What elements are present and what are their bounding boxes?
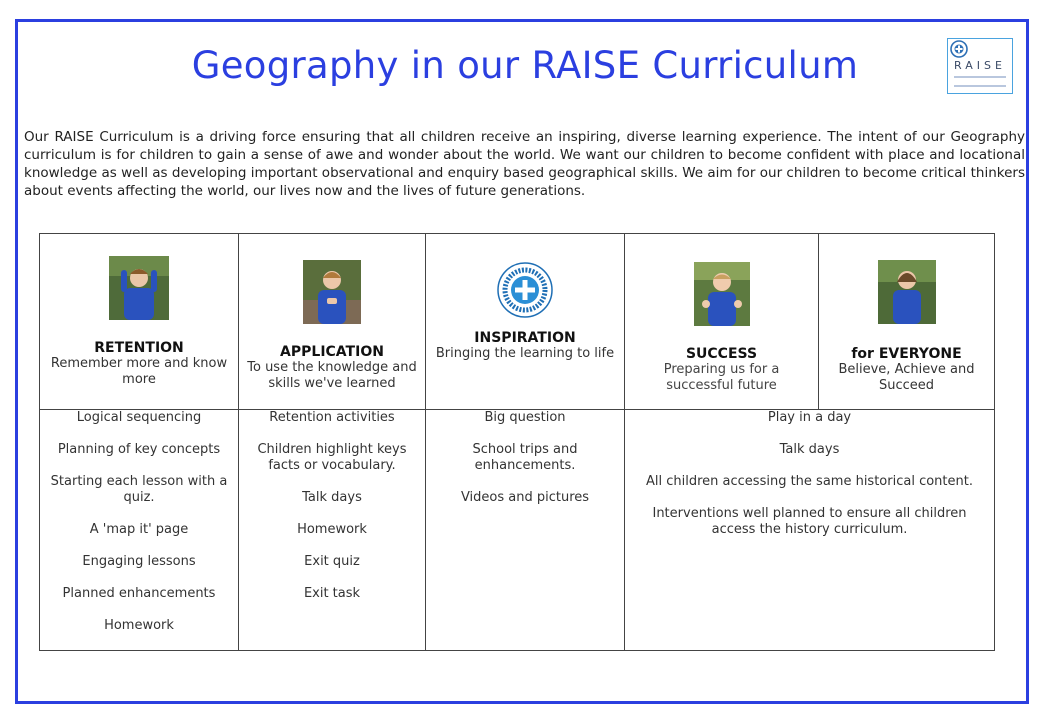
list-item: Homework [297,522,367,537]
retention-list [40,410,239,651]
logo-divider [954,76,1006,78]
list-item: A 'map it' page [89,522,189,537]
list-item: Retention activities [269,410,395,425]
column-subtitle: Preparing us for a successful future [663,362,780,393]
curriculum-table [39,233,995,651]
list-item: Exit task [303,586,361,601]
list-item: Talk days [302,490,362,505]
column-subtitle: To use the knowledge and skills we've learned [247,360,417,391]
list-item: Videos and pictures [460,490,590,505]
list-item: Homework [104,618,174,633]
list-item: School trips and enhancements. [472,442,578,473]
column-title: APPLICATION [280,344,384,360]
list-item: All children accessing the same historical content. [646,474,973,489]
raise-logo-icon [950,40,968,58]
content-row [40,410,995,651]
retention-header [40,234,239,410]
school-badge-icon [497,262,553,318]
intro-paragraph: Our RAISE Curriculum is a driving force ensuring that all children receive an inspiring, diverse learning experience. The intent of our Geography curriculum is for children to gain a sense of awe and wonder about the world. We want our children to become confident with place and locational knowledge as well as developing important observational and enquiry based geographical skills. We aim for our children to become critical thinkers about events affecting the world, our lives now and the lives of future generations. [24,129,1025,199]
list-item: Talk days [779,442,840,457]
application-list [239,410,426,651]
column-subtitle: Remember more and know more [50,356,228,387]
page-title: Geography in our RAISE Curriculum [191,44,859,87]
success-header [625,234,819,410]
list-item: Interventions well planned to ensure all children access the history curriculum. [652,506,967,537]
list-item: Exit quiz [304,554,360,569]
logo-divider [954,85,1006,87]
raise-logo-text: RAISE [954,59,1006,72]
pupil-photo [303,260,361,324]
list-item: Big question [484,410,566,425]
list-item: Children highlight keys facts or vocabulary. [257,442,407,473]
column-title: RETENTION [94,340,184,356]
list-item: Planned enhancements [62,586,216,601]
column-subtitle: Believe, Achieve and Succeed [838,362,975,393]
inspiration-header [426,234,625,410]
raise-logo [947,38,1013,94]
pupil-photo [109,256,169,320]
column-title: INSPIRATION [474,330,576,346]
header-row [40,234,995,410]
success-everyone-list [625,410,995,651]
pupil-photo [694,262,750,326]
inspiration-list [426,410,625,651]
column-subtitle: Bringing the learning to life [435,346,615,361]
column-title: for EVERYONE [851,346,962,362]
everyone-header [819,234,995,410]
list-item: Engaging lessons [82,554,196,569]
list-item: Planning of key concepts [57,442,221,457]
column-title: SUCCESS [685,346,758,362]
list-item: Starting each lesson with a quiz. [50,474,228,505]
list-item: Play in a day [767,410,852,425]
application-header [239,234,426,410]
pupil-photo [878,260,936,324]
list-item: Logical sequencing [76,410,202,425]
